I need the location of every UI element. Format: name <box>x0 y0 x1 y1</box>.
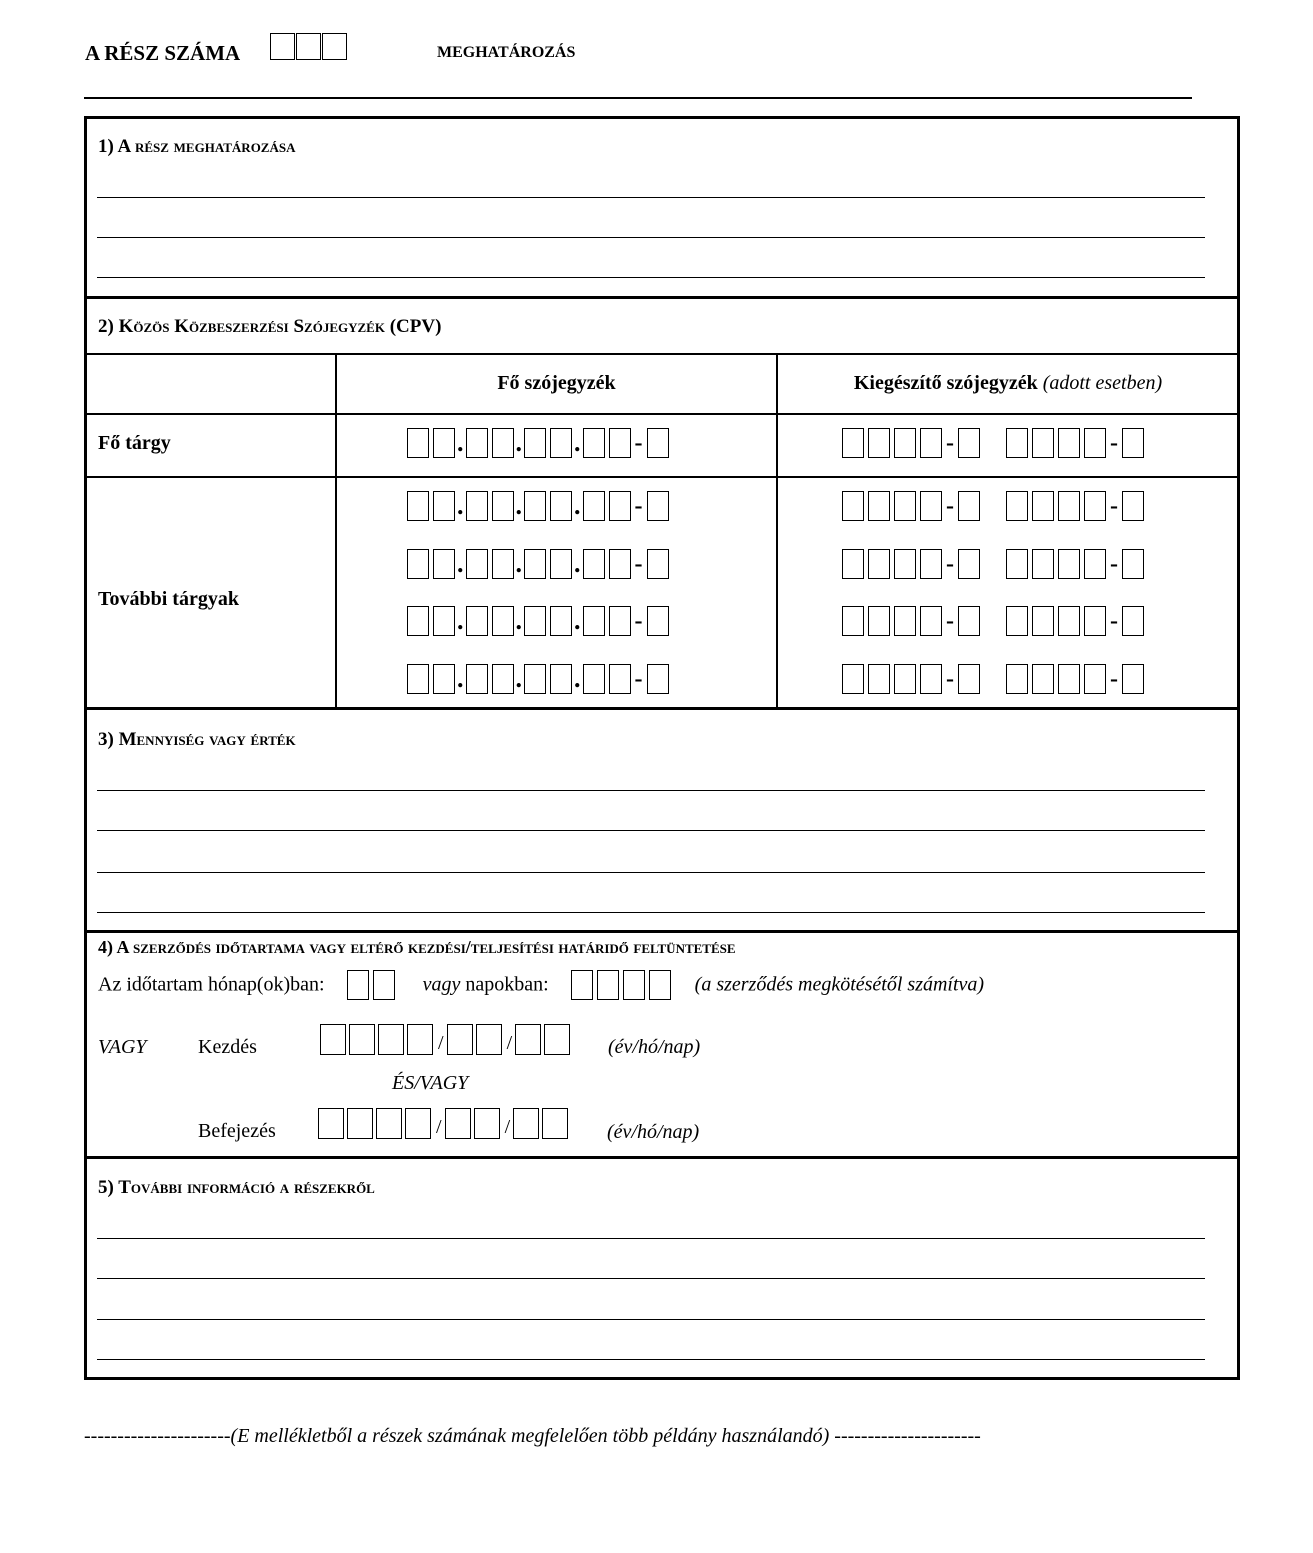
cpv-supp-digit-box[interactable] <box>868 549 890 579</box>
section-3-line-2[interactable] <box>97 830 1205 831</box>
cpv-dash: - <box>634 608 643 634</box>
cpv-main-digit-box[interactable] <box>550 606 572 636</box>
header-rule <box>84 97 1192 99</box>
cpv-main-digit-box[interactable] <box>583 428 605 458</box>
cpv-dot: . <box>515 664 522 693</box>
cpv-main-digit-box[interactable] <box>433 664 455 694</box>
cpv-supp-digit-box[interactable] <box>1006 549 1028 579</box>
cpv-check-digit-box[interactable] <box>647 549 669 579</box>
cpv-supp-digit-box[interactable] <box>1032 606 1054 636</box>
cpv-main-code-1 <box>407 491 673 521</box>
start-date-box[interactable] <box>320 1024 346 1055</box>
end-date-boxes <box>318 1108 571 1139</box>
cpv-dash: - <box>1110 430 1118 456</box>
cpv-supp-check-box[interactable] <box>958 428 980 458</box>
cpv-check-digit-box[interactable] <box>647 606 669 636</box>
cpv-supp-digit-box[interactable] <box>894 606 916 636</box>
cpv-main-digit-box[interactable] <box>466 549 488 579</box>
cpv-main-digit-box[interactable] <box>466 491 488 521</box>
cpv-supp-code-0 <box>842 428 1148 458</box>
cpv-supp-check-box[interactable] <box>958 664 980 694</box>
cpv-supp-digit-box[interactable] <box>1032 664 1054 694</box>
cpv-main-digit-box[interactable] <box>433 491 455 521</box>
cpv-row-main-label: Fő tárgy <box>98 432 171 454</box>
cpv-dash: - <box>1110 551 1118 577</box>
days-box-4[interactable] <box>649 970 671 1000</box>
cpv-dot: . <box>574 428 581 457</box>
cpv-supp-digit-box[interactable] <box>1058 606 1080 636</box>
cpv-main-digit-box[interactable] <box>492 428 514 458</box>
start-date-box[interactable] <box>407 1024 433 1055</box>
cpv-main-digit-box[interactable] <box>492 549 514 579</box>
cpv-supp-code-1 <box>842 491 1148 521</box>
part-number-box-1[interactable] <box>270 33 295 60</box>
cpv-main-digit-box[interactable] <box>466 428 488 458</box>
divider-2-3 <box>84 707 1240 710</box>
cpv-dot: . <box>457 664 464 693</box>
cpv-supp-digit-box[interactable] <box>1084 428 1106 458</box>
cpv-main-digit-box[interactable] <box>550 664 572 694</box>
cpv-dot: . <box>515 491 522 520</box>
cpv-col-divider-2 <box>776 353 778 709</box>
cpv-main-digit-box[interactable] <box>407 606 429 636</box>
cpv-main-digit-box[interactable] <box>407 491 429 521</box>
start-date-box[interactable] <box>349 1024 375 1055</box>
cpv-supp-digit-box[interactable] <box>1006 606 1028 636</box>
section-3-line-1[interactable] <box>97 790 1205 791</box>
cpv-main-digit-box[interactable] <box>609 428 631 458</box>
cpv-dot: . <box>515 606 522 635</box>
section-2-title: 2) Közös Közbeszerzési Szójegyzék (CPV) <box>98 316 442 337</box>
cpv-supp-digit-box[interactable] <box>1006 428 1028 458</box>
days-box-1[interactable] <box>571 970 593 1000</box>
cpv-main-digit-box[interactable] <box>583 664 605 694</box>
cpv-col-main-text: Fő szójegyzék <box>497 372 616 394</box>
cpv-supp-digit-box[interactable] <box>1006 491 1028 521</box>
cpv-main-digit-box[interactable] <box>524 549 546 579</box>
cpv-col-supp-note: (adott esetben) <box>1042 372 1163 394</box>
cpv-supp-check-box[interactable] <box>1122 428 1144 458</box>
cpv-main-code-4 <box>407 664 673 694</box>
cpv-supp-digit-box[interactable] <box>1084 606 1106 636</box>
cpv-dot: . <box>515 428 522 457</box>
cpv-dot: . <box>574 664 581 693</box>
cpv-dot: . <box>574 606 581 635</box>
from-contract-note: (a szerződés megkötésétől számítva) <box>694 973 985 996</box>
date-slash: / <box>438 1032 444 1054</box>
cpv-supp-row <box>842 491 1148 521</box>
days-box-3[interactable] <box>623 970 645 1000</box>
cpv-supp-digit-box[interactable] <box>1084 549 1106 579</box>
part-number-text: A RÉSZ SZÁMA <box>85 41 241 65</box>
start-date-box[interactable] <box>544 1024 570 1055</box>
cpv-dash: - <box>634 430 643 456</box>
cpv-main-digit-box[interactable] <box>609 606 631 636</box>
cpv-supp-digit-box[interactable] <box>868 491 890 521</box>
cpv-supp-digit-box[interactable] <box>868 606 890 636</box>
end-date-box[interactable] <box>542 1108 568 1139</box>
section-1-line-3[interactable] <box>97 277 1205 278</box>
days-label: napokban: <box>465 973 549 996</box>
cpv-supp-digit-box[interactable] <box>1058 549 1080 579</box>
section-5-title: 5) További információ a részekről <box>98 1177 375 1198</box>
cpv-dash: - <box>946 551 954 577</box>
cpv-dot: . <box>515 549 522 578</box>
cpv-supp-digit-box[interactable] <box>842 491 864 521</box>
part-number-box-2[interactable] <box>296 33 321 60</box>
cpv-dot: . <box>457 606 464 635</box>
cpv-main-digit-box[interactable] <box>609 664 631 694</box>
cpv-dot: . <box>457 549 464 578</box>
cpv-supp-row <box>842 606 1148 636</box>
cpv-main-digit-box[interactable] <box>609 549 631 579</box>
cpv-main-digit-box[interactable] <box>492 664 514 694</box>
end-label: Befejezés <box>198 1120 276 1142</box>
cpv-supp-digit-box[interactable] <box>842 664 864 694</box>
cpv-supp-check-box[interactable] <box>1122 606 1144 636</box>
cpv-supp-digit-box[interactable] <box>1084 664 1106 694</box>
cpv-dash: - <box>946 608 954 634</box>
cpv-check-digit-box[interactable] <box>647 664 669 694</box>
section-5-line-3[interactable] <box>97 1319 1205 1320</box>
months-box-2[interactable] <box>373 970 395 1000</box>
cpv-main-digit-box[interactable] <box>550 491 572 521</box>
cpv-dash: - <box>946 430 954 456</box>
cpv-supp-row <box>842 664 1148 694</box>
date-slash: / <box>436 1116 442 1138</box>
cpv-supp-row <box>842 428 1148 458</box>
section-5-line-4[interactable] <box>97 1359 1205 1360</box>
cpv-check-digit-box[interactable] <box>647 491 669 521</box>
cpv-supp-check-box[interactable] <box>958 549 980 579</box>
cpv-supp-digit-box[interactable] <box>1032 491 1054 521</box>
cpv-supp-digit-box[interactable] <box>920 549 942 579</box>
cpv-supp-check-box[interactable] <box>958 491 980 521</box>
duration-row <box>98 970 984 1000</box>
divider-4-5 <box>84 1156 1240 1159</box>
cpv-supp-digit-box[interactable] <box>894 664 916 694</box>
definition-text: MEGHATÁROZÁS <box>437 44 576 61</box>
cpv-main-digit-box[interactable] <box>524 606 546 636</box>
cpv-supp-digit-box[interactable] <box>894 549 916 579</box>
part-number-boxes[interactable] <box>270 33 347 60</box>
cpv-supp-digit-box[interactable] <box>1058 428 1080 458</box>
cpv-supp-digit-box[interactable] <box>1032 549 1054 579</box>
end-date-box[interactable] <box>318 1108 344 1139</box>
cpv-col-supp-text: Kiegészítő szójegyzék <box>853 372 1038 394</box>
cpv-main-digit-box[interactable] <box>524 491 546 521</box>
start-date-box[interactable] <box>476 1024 502 1055</box>
cpv-supp-digit-box[interactable] <box>1032 428 1054 458</box>
cpv-dash: - <box>634 551 643 577</box>
cpv-supp-code-4 <box>842 664 1148 694</box>
cpv-col-divider-1 <box>335 353 337 709</box>
end-date-box[interactable] <box>347 1108 373 1139</box>
cpv-header-bottom <box>84 413 1240 415</box>
cpv-main-digit-box[interactable] <box>550 549 572 579</box>
cpv-supp-digit-box[interactable] <box>894 491 916 521</box>
section-5-line-2[interactable] <box>97 1278 1205 1279</box>
or-caps: VAGY <box>98 1036 147 1058</box>
cpv-supp-check-box[interactable] <box>1122 664 1144 694</box>
cpv-main-row <box>407 549 673 579</box>
section-4-title: 4) A szerződés időtartama vagy eltérő kezdési/teljesítési határidő feltüntetése <box>98 937 736 957</box>
part-number-label <box>85 40 240 66</box>
cpv-main-code-3 <box>407 606 673 636</box>
cpv-main-digit-box[interactable] <box>492 606 514 636</box>
cpv-row-more-label: További tárgyak <box>98 588 239 610</box>
cpv-main-row <box>407 428 673 458</box>
cpv-main-bottom <box>84 476 1240 478</box>
cpv-main-digit-box[interactable] <box>433 606 455 636</box>
cpv-main-digit-box[interactable] <box>466 606 488 636</box>
cpv-supp-digit-box[interactable] <box>920 664 942 694</box>
cpv-dash: - <box>634 493 643 519</box>
section-3-line-4[interactable] <box>97 912 1205 913</box>
cpv-supp-digit-box[interactable] <box>842 428 864 458</box>
cpv-supp-row <box>842 549 1148 579</box>
cpv-main-digit-box[interactable] <box>583 606 605 636</box>
cpv-supp-check-box[interactable] <box>1122 549 1144 579</box>
footer-note-text: (E mellékletből a részek számának megfelelően több példány használandó) <box>230 1425 830 1447</box>
cpv-supp-digit-box[interactable] <box>920 491 942 521</box>
cpv-supp-digit-box[interactable] <box>1058 491 1080 521</box>
footer-dashes-left: ---------------------- <box>84 1425 231 1447</box>
cpv-dash: - <box>634 666 643 692</box>
cpv-table-top <box>84 353 1240 355</box>
cpv-main-digit-box[interactable] <box>583 549 605 579</box>
footer-note <box>84 1425 981 1448</box>
cpv-supp-digit-box[interactable] <box>894 428 916 458</box>
start-date-format: (év/hó/nap) <box>608 1036 701 1058</box>
cpv-supp-digit-box[interactable] <box>868 664 890 694</box>
end-date-box[interactable] <box>513 1108 539 1139</box>
section-1-line-1[interactable] <box>97 197 1205 198</box>
section-5-line-1[interactable] <box>97 1238 1205 1239</box>
cpv-dot: . <box>574 549 581 578</box>
cpv-dash: - <box>1110 666 1118 692</box>
cpv-supp-digit-box[interactable] <box>842 549 864 579</box>
cpv-main-row <box>407 606 673 636</box>
cpv-main-digit-box[interactable] <box>407 549 429 579</box>
divider-3-4 <box>84 930 1240 933</box>
cpv-main-digit-box[interactable] <box>433 549 455 579</box>
cpv-supp-digit-box[interactable] <box>1058 664 1080 694</box>
cpv-main-digit-box[interactable] <box>433 428 455 458</box>
cpv-dash: - <box>946 666 954 692</box>
cpv-supp-code-3 <box>842 606 1148 636</box>
footer-dashes-right: ---------------------- <box>829 1425 981 1447</box>
definition-label <box>437 44 575 62</box>
cpv-supp-digit-box[interactable] <box>842 606 864 636</box>
cpv-supp-check-box[interactable] <box>958 606 980 636</box>
start-label: Kezdés <box>198 1036 257 1058</box>
part-number-box-3[interactable] <box>322 33 347 60</box>
date-slash: / <box>504 1116 511 1138</box>
cpv-main-digit-box[interactable] <box>550 428 572 458</box>
cpv-main-digit-box[interactable] <box>524 664 546 694</box>
cpv-check-digit-box[interactable] <box>647 428 669 458</box>
cpv-main-digit-box[interactable] <box>583 491 605 521</box>
cpv-col-main-header <box>337 372 776 395</box>
cpv-dot: . <box>457 491 464 520</box>
end-date-box[interactable] <box>474 1108 500 1139</box>
cpv-supp-check-box[interactable] <box>1122 491 1144 521</box>
cpv-main-digit-box[interactable] <box>407 664 429 694</box>
end-date-format: (év/hó/nap) <box>607 1121 700 1143</box>
end-date-box[interactable] <box>405 1108 431 1139</box>
section-1-title: 1) A rész meghatározása <box>98 136 296 157</box>
cpv-dot: . <box>457 428 464 457</box>
cpv-dash: - <box>946 493 954 519</box>
cpv-main-digit-box[interactable] <box>466 664 488 694</box>
cpv-main-digit-box[interactable] <box>407 428 429 458</box>
cpv-supp-digit-box[interactable] <box>868 428 890 458</box>
start-date-box[interactable] <box>447 1024 473 1055</box>
end-date-box[interactable] <box>376 1108 402 1139</box>
divider-1-2 <box>84 296 1240 299</box>
cpv-dash: - <box>1110 608 1118 634</box>
date-slash: / <box>506 1032 513 1054</box>
cpv-main-code-0 <box>407 428 673 458</box>
cpv-dot: . <box>574 491 581 520</box>
section-1-line-2[interactable] <box>97 237 1205 238</box>
end-date-box[interactable] <box>445 1108 471 1139</box>
cpv-main-row <box>407 491 673 521</box>
cpv-supp-digit-box[interactable] <box>1006 664 1028 694</box>
cpv-supp-digit-box[interactable] <box>920 428 942 458</box>
and-or: ÉS/VAGY <box>392 1072 469 1094</box>
or-word: vagy <box>422 973 461 996</box>
months-box-1[interactable] <box>347 970 369 1000</box>
cpv-dash: - <box>1110 493 1118 519</box>
duration-label: Az időtartam hónap(ok)ban: <box>98 973 325 996</box>
cpv-main-code-2 <box>407 549 673 579</box>
days-box-2[interactable] <box>597 970 619 1000</box>
cpv-main-digit-box[interactable] <box>524 428 546 458</box>
start-date-boxes <box>320 1024 573 1055</box>
start-date-box[interactable] <box>378 1024 404 1055</box>
cpv-supp-code-2 <box>842 549 1148 579</box>
cpv-main-digit-box[interactable] <box>609 491 631 521</box>
cpv-supp-digit-box[interactable] <box>1084 491 1106 521</box>
cpv-col-supp-header <box>778 372 1238 395</box>
cpv-supp-digit-box[interactable] <box>920 606 942 636</box>
start-date-box[interactable] <box>515 1024 541 1055</box>
cpv-main-digit-box[interactable] <box>492 491 514 521</box>
section-3-line-3[interactable] <box>97 872 1205 873</box>
section-3-title: 3) Mennyiség vagy érték <box>98 729 296 750</box>
cpv-main-row <box>407 664 673 694</box>
